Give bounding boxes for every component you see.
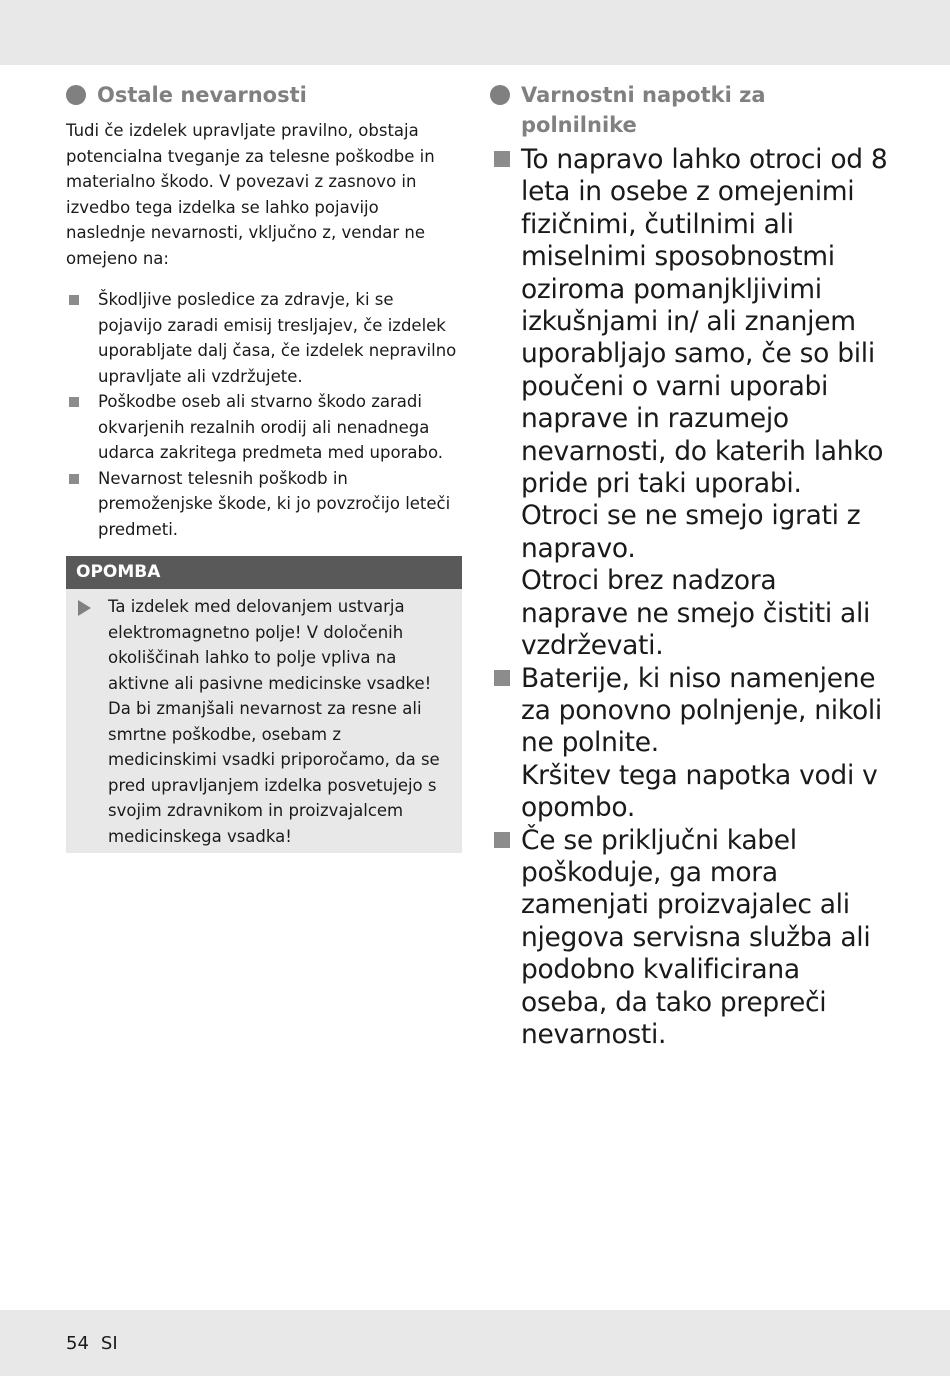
intro-paragraph: Tudi če izdelek upravljate pravilno, obstaja potencialna tveganje za telesne poškodbe in materialno škodo. V povezavi z zasnovo in izvedbo tega izdelka se lahko pojavijo naslednje nevarnosti, vključno z, vendar ne omejeno na:	[66, 121, 435, 268]
language-code: SI	[100, 1333, 118, 1354]
list-item-text: Baterije, ki niso namenjene za ponovno polnjenje, nikoli ne polnite.	[521, 662, 882, 759]
page-number: 54	[66, 1333, 89, 1354]
section-heading-charger-safety	[490, 80, 890, 140]
note-body	[66, 589, 462, 853]
list-item-text: Poškodbe oseb ali stvarno škodo zaradi okvarjenih rezalnih orodij ali nenadnega udarca zakritega predmeta med uporabo.	[98, 392, 443, 462]
list-item-text: To napravo lahko otroci od 8 leta in osebe z omejenimi fizičnimi, čutilnimi ali miselnimi sposobnostmi oziroma pomanjkljivimi izkušnjami in/ ali znanjem uporabljajo samo, če so bili poučeni o varni uporabi naprave in razumejo nevarnosti, do katerih lahko pride pri taki uporabi.	[521, 144, 888, 500]
square-bullet-icon	[69, 397, 79, 407]
section-heading-text: Ostale nevarnosti	[97, 83, 307, 107]
list-item-text: Otroci brez nadzora naprave ne smejo čistiti ali vzdrževati.	[521, 565, 871, 662]
list-item	[490, 144, 890, 663]
section-heading-other-hazards	[66, 80, 462, 110]
square-bullet-icon	[69, 474, 79, 484]
list-item-text: Škodljive posledice za zdravje, ki se pojavijo zaradi emisij tresljajev, če izdelek uporabljate dalj časa, če izdelek nepravilno upravljate ali vzdržujete.	[98, 290, 457, 386]
note-title: OPOMBA	[66, 556, 462, 589]
list-item-text: Če se priključni kabel poškoduje, ga mora zamenjati proizvajalec ali njegova servisna služba ali podobno kvalificirana oseba, da tako prepreči nevarnosti.	[521, 824, 871, 1050]
section-heading-text	[521, 80, 766, 140]
page-footer	[66, 1333, 130, 1354]
triangle-right-icon	[78, 600, 91, 616]
note-box	[66, 556, 462, 853]
bullet-circle-icon	[66, 85, 86, 105]
list-item-text: Kršitev tega napotka vodi v opombo.	[521, 759, 878, 824]
list-item	[66, 466, 462, 543]
note-text: Ta izdelek med delovanjem ustvarja elektromagnetno polje! V določenih okoliščinah lahko to polje vpliva na aktivne ali pasivne medicinske vsadke! Da bi zmanjšali nevarnost za resne ali smrtne poškodbe, osebam z medicinskimi vsadki priporočamo, da se pred upravljanjem izdelka posvetujejo s svojim zdravnikom in proizvajalcem medicinskega vsadka!	[108, 597, 440, 846]
square-bullet-icon	[494, 670, 510, 686]
left-column	[66, 80, 462, 853]
right-column	[490, 80, 890, 1051]
header-band	[0, 0, 950, 65]
list-item	[490, 825, 890, 1052]
list-item-text: Nevarnost telesnih poškodb in premoženjske škode, ki jo povzročijo leteči predmeti.	[98, 468, 451, 539]
heading-line-1: Varnostni napotki za	[521, 83, 766, 107]
footer-band	[0, 1310, 950, 1376]
list-item	[490, 663, 890, 825]
square-bullet-icon	[494, 832, 510, 848]
heading-line-2: polnilnike	[521, 113, 637, 137]
bullet-circle-icon	[490, 85, 510, 105]
square-bullet-icon	[494, 151, 510, 167]
square-bullet-icon	[69, 295, 79, 305]
list-item	[66, 389, 462, 466]
list-item	[66, 287, 462, 389]
list-item-text: Otroci se ne smejo igrati z napravo.	[521, 500, 861, 564]
hazard-list	[66, 287, 462, 542]
charger-safety-list	[490, 144, 890, 1051]
